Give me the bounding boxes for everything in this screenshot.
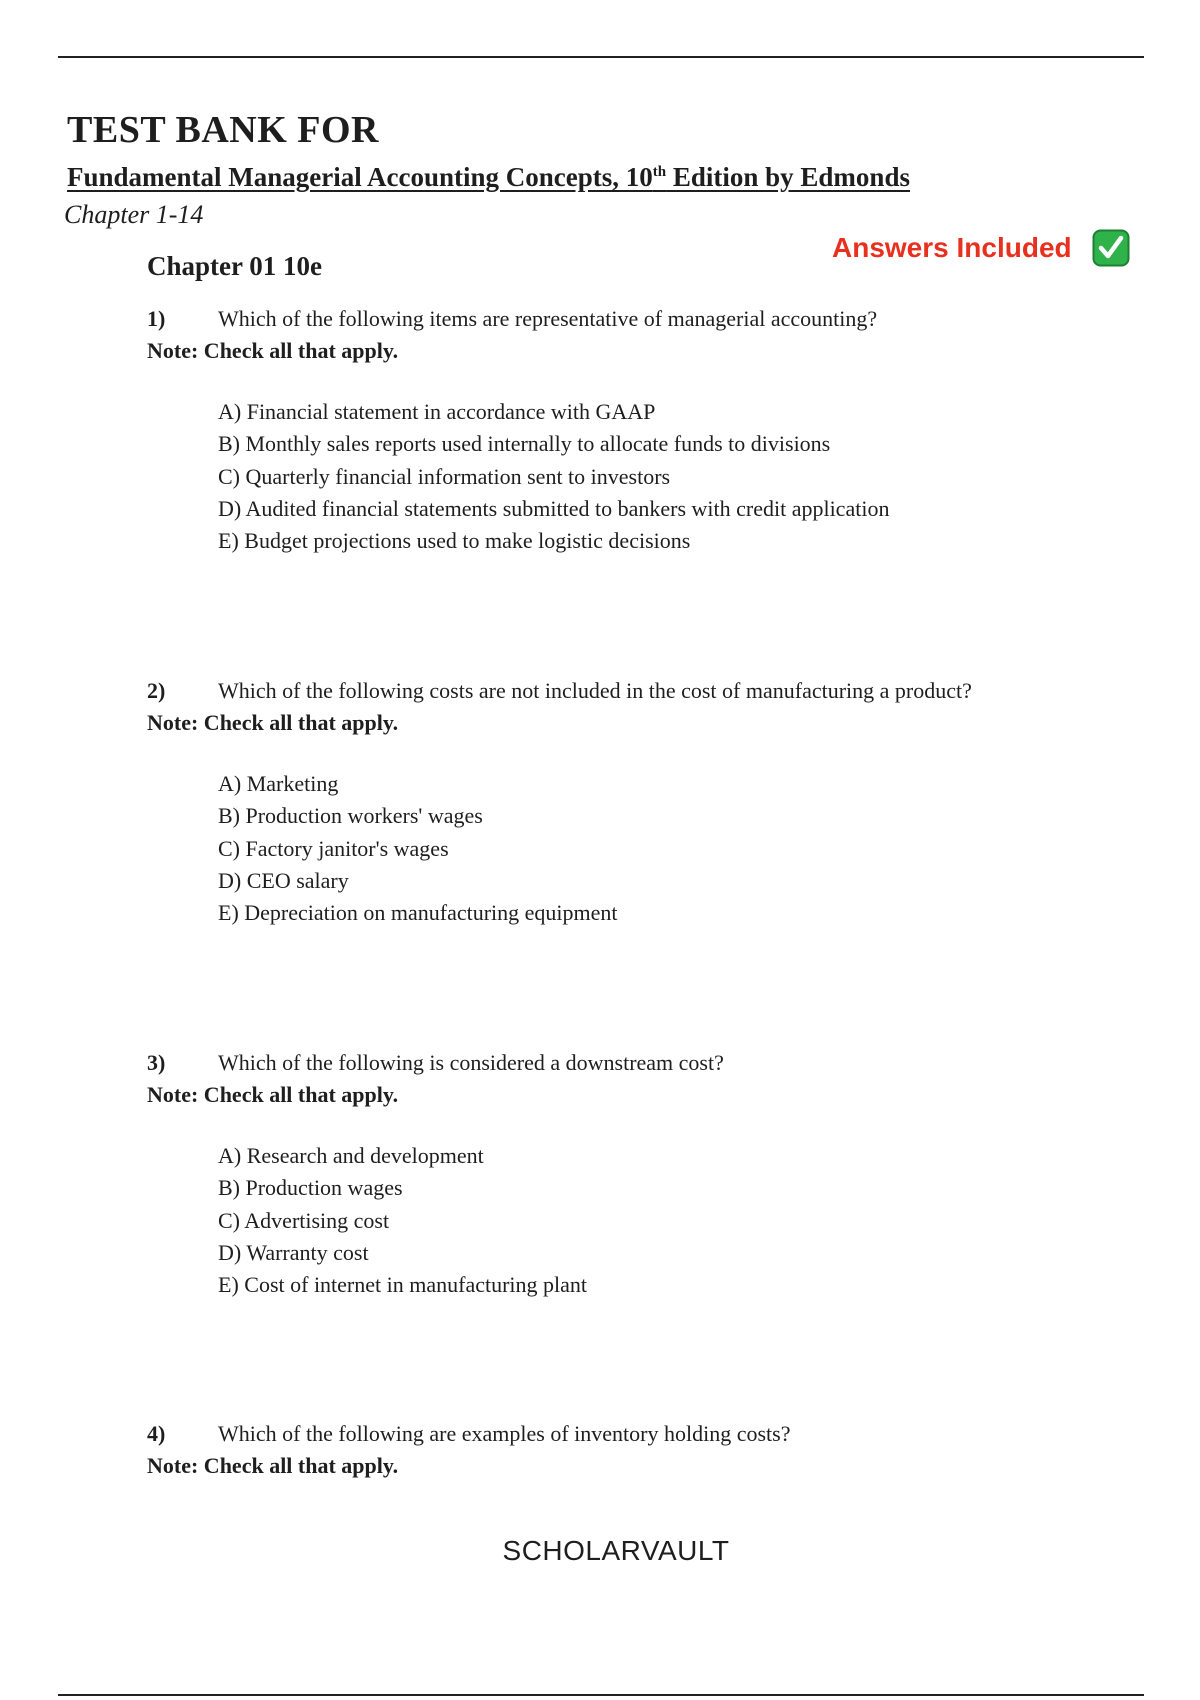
answers-included-badge <box>832 229 1130 267</box>
answer-option-d: D) Audited financial statements submitted to bankers with credit application <box>218 495 890 521</box>
answer-option-e: E) Cost of internet in manufacturing plant <box>218 1272 588 1298</box>
answer-options <box>218 1140 1147 1301</box>
answer-option-b: B) Monthly sales reports used internally to allocate funds to divisions <box>218 431 831 457</box>
edition-ordinal-suffix: th <box>652 164 667 180</box>
document-title: TEST BANK FOR <box>67 109 379 151</box>
question-number: 1) <box>147 306 166 331</box>
answer-option-a: A) Research and development <box>218 1143 484 1168</box>
question-number: 4) <box>147 1421 166 1446</box>
check-box-icon <box>1092 229 1130 267</box>
bottom-rule <box>58 1694 1144 1696</box>
question-line <box>147 678 1147 710</box>
book-title <box>67 162 910 193</box>
footer-brand: SCHOLARVAULT <box>502 1535 730 1566</box>
answer-option-c: C) Quarterly financial information sent to investors <box>218 463 671 489</box>
question-3 <box>147 1050 1147 1301</box>
book-title-main: Fundamental Managerial Accounting Concepts, 10 <box>67 162 653 192</box>
answer-option-a: A) Financial statement in accordance with GAAP <box>218 399 656 424</box>
question-line <box>147 1421 1147 1453</box>
question-note: Note: Check all that apply. <box>147 710 399 735</box>
answer-option-e: E) Budget projections used to make logistic decisions <box>218 528 691 554</box>
answer-option-b: B) Production wages <box>218 1175 403 1201</box>
question-2 <box>147 678 1147 929</box>
answer-option-a: A) Marketing <box>218 771 339 796</box>
question-note: Note: Check all that apply. <box>147 1082 399 1107</box>
question-4 <box>147 1421 1147 1485</box>
answer-option-c: C) Advertising cost <box>218 1207 390 1233</box>
answer-option-d: D) Warranty cost <box>218 1239 369 1265</box>
question-note: Note: Check all that apply. <box>147 338 399 363</box>
book-title-edition: Edition by Edmonds <box>666 162 910 192</box>
question-number: 2) <box>147 678 166 703</box>
question-text: Which of the following is considered a downstream cost? <box>218 1050 724 1075</box>
question-text: Which of the following are examples of inventory holding costs? <box>218 1421 791 1446</box>
answer-options <box>218 768 1147 929</box>
question-note: Note: Check all that apply. <box>147 1453 399 1478</box>
question-text: Which of the following items are representative of managerial accounting? <box>218 306 878 331</box>
answer-option-d: D) CEO salary <box>218 867 349 893</box>
question-text: Which of the following costs are not included in the cost of manufacturing a product? <box>218 678 972 703</box>
question-1 <box>147 306 1147 557</box>
answer-options <box>218 396 1147 557</box>
answer-option-b: B) Production workers' wages <box>218 803 483 829</box>
question-line <box>147 306 1147 338</box>
answers-included-label: Answers Included <box>832 232 1072 263</box>
question-number: 3) <box>147 1050 166 1075</box>
answer-option-e: E) Depreciation on manufacturing equipment <box>218 900 618 926</box>
chapter-range: Chapter 1-14 <box>64 200 204 229</box>
answer-option-c: C) Factory janitor's wages <box>218 835 449 861</box>
question-line <box>147 1050 1147 1082</box>
chapter-heading: Chapter 01 10e <box>147 251 322 281</box>
top-rule <box>58 56 1144 58</box>
